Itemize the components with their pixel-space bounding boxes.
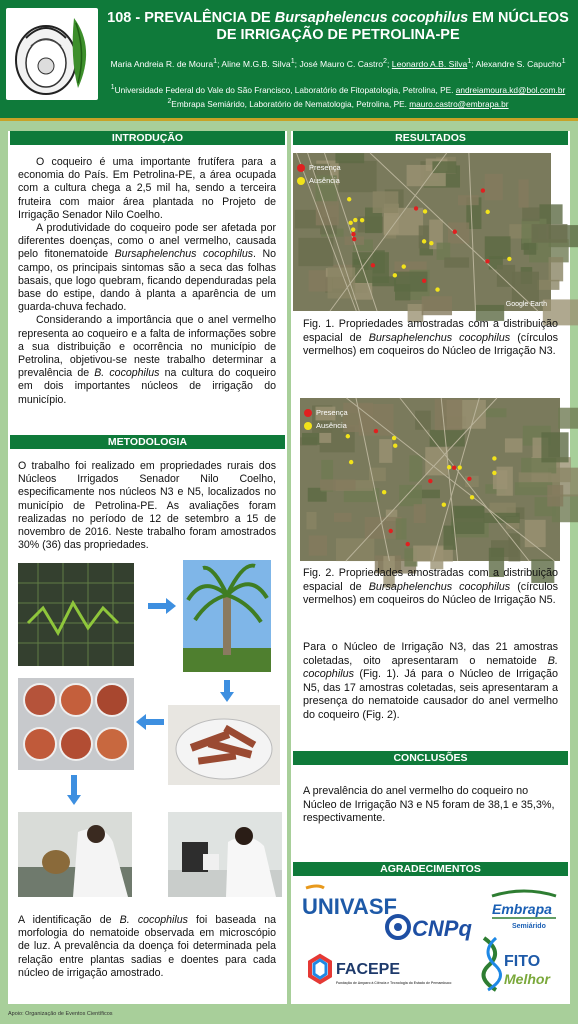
conclusions-text: A prevalência do anel vermelho do coqueiro no Núcleo de Irrigação N3 e N5 foram de 38,1 e 35,3%, respectivamente. xyxy=(303,785,555,825)
absence-marker xyxy=(458,465,462,469)
presence-marker xyxy=(452,465,456,469)
svg-text:Fundação de Amparo à Ciência e: Fundação de Amparo à Ciência e Tecnologia do Estado de Pernambuco xyxy=(336,981,452,985)
footer: Apoio: Organização de Eventos Científicos xyxy=(8,1011,113,1017)
absence-marker xyxy=(382,490,386,494)
microscope-photo xyxy=(168,812,282,897)
fig2-caption: Fig. 2. Propriedades amostradas com a distribuição espacial de Bursaphelenchus cocophilus (círculos vermelhos) em coqueiros do Núcleo de Irrigação N5. xyxy=(303,567,558,607)
absence-marker xyxy=(348,221,352,225)
coconut-logo xyxy=(6,8,98,100)
intro-heading: INTRODUÇÃO xyxy=(10,131,285,145)
presence-marker xyxy=(467,477,471,481)
absence-marker xyxy=(353,218,357,222)
poster-title: 108 - PREVALÊNCIA DE Bursaphelencus cocophilus EM NÚCLEOS DE IRRIGAÇÃO DE PETROLINA-PE xyxy=(107,10,569,43)
methods-text: O trabalho foi realizado em propriedades rurais dos Núcleos Irrigados Senador Nilo Coelho, especificamente nos núcleos N3 e N5, localizados no município de Petrolina-PE. As avaliações foram realizadas no período de 12 de setembro a 15 de novembro de 2016. Neste trabalho foram amostrados 30% (36) das propriedades. xyxy=(18,460,276,552)
presence-marker xyxy=(352,237,356,241)
presence-marker-icon xyxy=(304,409,312,417)
methods-text-2: A identificação de B. cocophilus foi baseada na morfologia do nematoide observada em microscópio de luz. A prevalência da doença foi determinada pela relação entre plantas sadias e doentes para cada núcleo de irrigação amostrado. xyxy=(18,914,276,979)
absence-marker-icon xyxy=(304,422,312,430)
map-credit: Google Earth xyxy=(505,301,547,308)
presence-marker xyxy=(389,529,393,533)
univasf-logo xyxy=(300,884,397,920)
absence-marker xyxy=(422,239,426,243)
presence-marker xyxy=(351,232,355,236)
svg-text:CNPq: CNPq xyxy=(412,916,472,941)
presence-marker xyxy=(422,279,426,283)
absence-marker xyxy=(486,210,490,214)
presence-marker xyxy=(406,542,410,546)
fito-melhor-logo xyxy=(474,932,566,994)
absence-marker xyxy=(507,257,511,261)
svg-text:Melhor: Melhor xyxy=(504,971,550,987)
results-text: Para o Núcleo de Irrigação N3, das 21 amostras coletadas, oito apresentaram o nematoide B. cocophilus (Fig. 1). Já para o Núcleo de Irrigação N5, das 17 amostras coletadas, seis apresentaram a presença do nematoide causador do anel vermelho do coqueiro (Fig. 2). xyxy=(303,641,558,721)
arrow-down-icon-2 xyxy=(67,775,81,805)
svg-text:Semiárido: Semiárido xyxy=(512,923,546,930)
arrow-right-icon xyxy=(148,598,176,614)
absence-marker xyxy=(423,209,427,213)
email-link-2[interactable]: mauro.castro@embrapa.br xyxy=(409,98,509,109)
lab-technician-photo xyxy=(18,812,132,897)
absence-marker xyxy=(393,273,397,277)
absence-marker xyxy=(392,436,396,440)
seedling-trays-photo xyxy=(18,563,134,666)
absence-marker xyxy=(360,218,364,222)
header-divider xyxy=(0,118,578,121)
coconut-tree-photo xyxy=(183,560,271,672)
absence-marker xyxy=(447,465,451,469)
map-legend-2: Presença Ausência xyxy=(304,408,348,434)
fig1-caption: Fig. 1. Propriedades amostradas com a distribuição espacial de Bursaphelenchus cocophilus (círculos vermelhos) em coqueiros do Núcleo de Irrigação N3. xyxy=(303,318,558,358)
absence-marker xyxy=(435,287,439,291)
facepe-logo xyxy=(304,952,452,992)
svg-text:FITO: FITO xyxy=(504,953,541,970)
absence-marker xyxy=(492,471,496,475)
authors: Maria Andreia R. de Moura$^1$; Aline M.G.B. Silva$^1$; José Mauro C. Castro$^2$; Leonardo A.B. Silva$^1$; Alexandre S. Capucho$^1$ xyxy=(110,57,566,69)
presence-marker xyxy=(428,479,432,483)
svg-text:Embrapa: Embrapa xyxy=(492,901,552,917)
poster-header xyxy=(0,0,578,118)
presence-marker xyxy=(453,230,457,234)
map-legend: Presença Ausência xyxy=(297,163,341,189)
svg-text:FACEPE: FACEPE xyxy=(336,961,401,978)
email-link-1[interactable]: andreiamoura.kd@bol.com.br xyxy=(455,84,566,95)
presence-marker-icon xyxy=(297,164,305,172)
cnpq-logo xyxy=(384,910,480,944)
absence-marker-icon xyxy=(297,177,305,185)
acknowledgements-heading: AGRADECIMENTOS xyxy=(293,862,568,876)
map-n5 xyxy=(300,398,560,561)
absence-marker xyxy=(470,495,474,499)
absence-marker xyxy=(351,227,355,231)
absence-marker xyxy=(349,460,353,464)
arrow-left-icon xyxy=(136,714,164,730)
svg-text:UNIVASF: UNIVASF xyxy=(302,894,397,919)
embrapa-logo xyxy=(488,888,560,932)
presence-marker xyxy=(371,263,375,267)
affiliations: $^1$Universidade Federal do Vale do São Francisco, Laboratório de Fitopatologia, Petrolina, PE. andreiamoura.kd@bol.com.br $^2$Embrapa Semiárido, Laboratório de Nematologia, Petrolina, PE. mauro.castro@embrapa.br xyxy=(110,84,566,109)
methods-heading: METODOLOGIA xyxy=(10,435,285,449)
presence-marker xyxy=(374,429,378,433)
map-n3 xyxy=(293,153,551,311)
absence-marker xyxy=(442,503,446,507)
absence-marker xyxy=(492,456,496,460)
absence-marker xyxy=(402,264,406,268)
petri-dishes-photo xyxy=(18,678,134,770)
stem-samples-photo xyxy=(168,705,280,785)
conclusions-heading: CONCLUSÕES xyxy=(293,751,568,765)
presence-marker xyxy=(481,188,485,192)
presence-marker xyxy=(485,259,489,263)
results-heading: RESULTADOS xyxy=(293,131,568,145)
intro-text: O coqueiro é uma importante frutífera para a economia do País. Em Petrolina-PE, a área ocupada com a cultura chega a 2,5 mil ha, sendo a terceira fruteira com maior área plantada no Projeto de Irrigação Senador Nilo Coelho. A produtividade do coqueiro pode ser afetada por diferentes doenças, como o anel vermelho, causada pelo fitonematoide Bursaphelenchus cocophilus. No campo, os principais sintomas são a seca das folhas basais, que logo quebram, ficando dependuradas pela base do estipe, dando à planta a aparência de um guarda-chuva fechado. Considerando a importância que o anel vermelho representa ao coqueiro e a falta de informações sobre a sua distribuição e ocorrência no município de Petrolina, objetivou-se neste trabalho determinar a prevalência de B. cocophilus na cultura do coqueiro em dois importantes núcleos de irrigação do município. xyxy=(18,156,276,406)
absence-marker xyxy=(347,197,351,201)
presence-marker xyxy=(414,206,418,210)
absence-marker xyxy=(393,444,397,448)
absence-marker xyxy=(346,434,350,438)
absence-marker xyxy=(429,241,433,245)
arrow-down-icon xyxy=(220,680,234,702)
